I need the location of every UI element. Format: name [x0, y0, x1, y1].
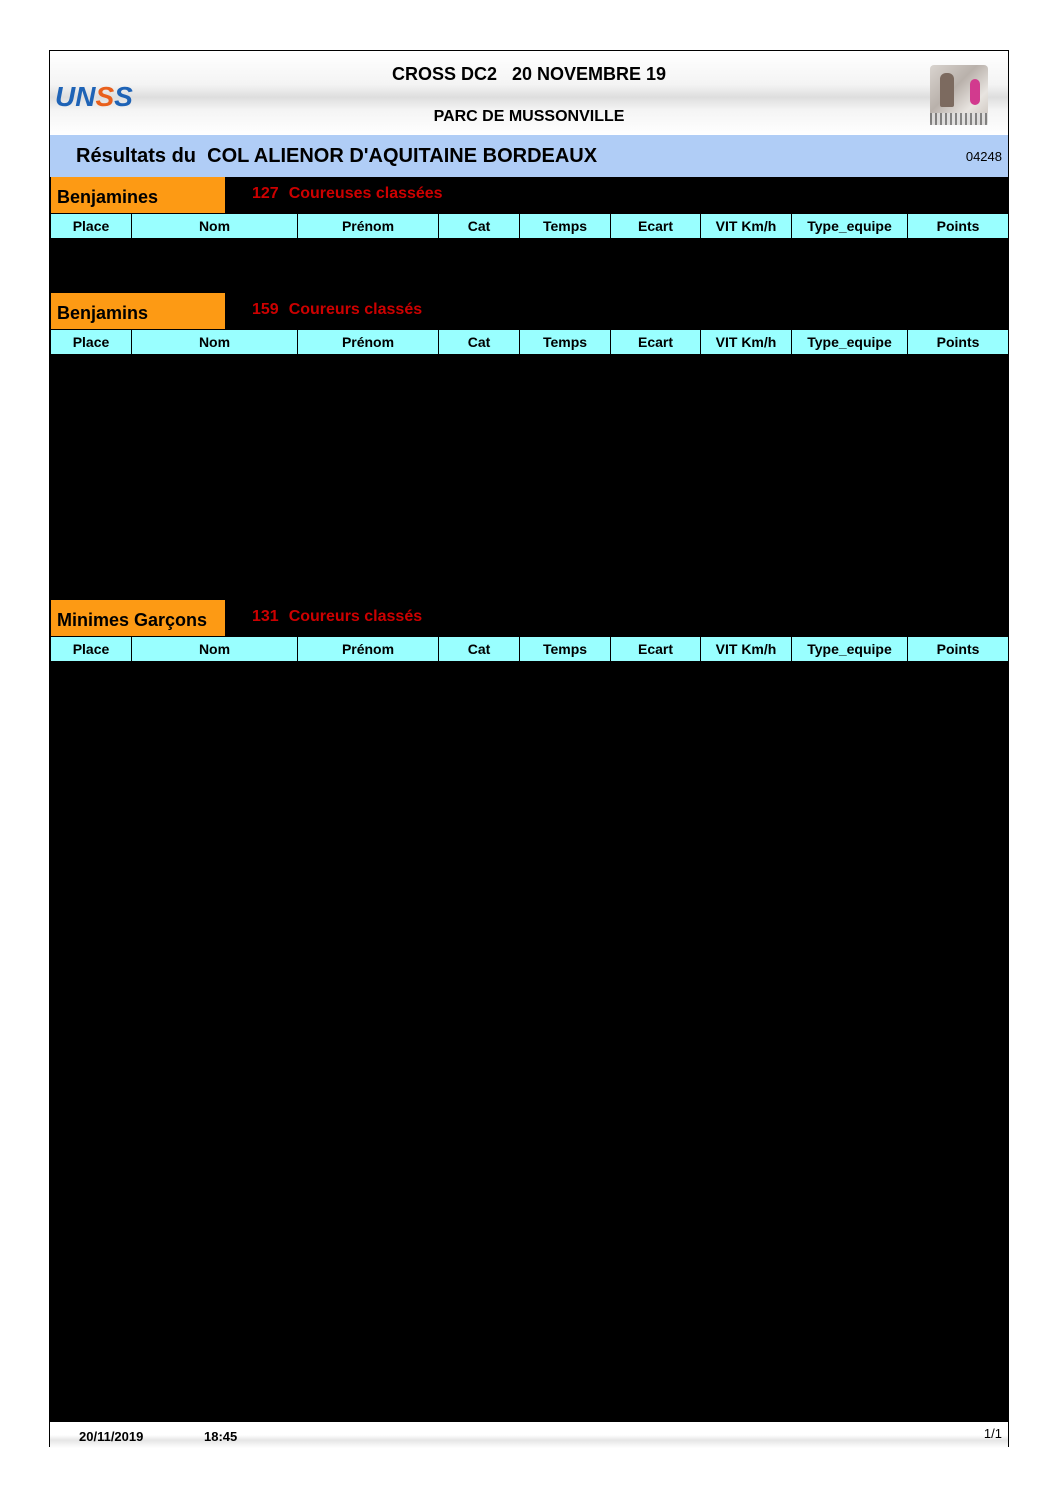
col-place: Place: [51, 637, 131, 661]
col-temps: Temps: [520, 637, 610, 661]
footer-date: 20/11/2019: [79, 1429, 144, 1444]
category-label: Minimes Garçons: [51, 600, 225, 636]
venue-title: PARC DE MUSSONVILLE: [433, 108, 625, 125]
col-prenom: Prénom: [298, 214, 438, 238]
runner-count-label: Coureurs classés: [288, 608, 423, 625]
col-points: Points: [908, 637, 1008, 661]
column-header-row: [51, 213, 1008, 239]
col-vit: VIT Km/h: [701, 214, 791, 238]
col-points: Points: [908, 330, 1008, 354]
col-ecart: Ecart: [611, 330, 700, 354]
runner-count-number: 127: [252, 185, 279, 202]
col-vit: VIT Km/h: [701, 330, 791, 354]
col-cat: Cat: [439, 330, 519, 354]
category-label: Benjamins: [51, 293, 225, 329]
results-page: [49, 50, 1009, 1447]
runner-count: [252, 608, 422, 626]
col-temps: Temps: [520, 330, 610, 354]
col-place: Place: [51, 214, 131, 238]
results-area: [50, 177, 1008, 1422]
page-footer: [50, 1422, 1008, 1448]
col-ecart: Ecart: [611, 637, 700, 661]
col-type-equipe: Type_equipe: [792, 214, 907, 238]
col-type-equipe: Type_equipe: [792, 330, 907, 354]
unss-logo: UNSS: [55, 81, 133, 112]
col-nom: Nom: [132, 214, 297, 238]
club-title: Résultats du COL ALIENOR D'AQUITAINE BORDEAUX: [76, 145, 598, 167]
page-header: [50, 51, 1008, 135]
runner-count-label: Coureurs classés: [288, 301, 423, 318]
col-points: Points: [908, 214, 1008, 238]
col-cat: Cat: [439, 637, 519, 661]
col-ecart: Ecart: [611, 214, 700, 238]
col-place: Place: [51, 330, 131, 354]
col-prenom: Prénom: [298, 637, 438, 661]
col-prenom: Prénom: [298, 330, 438, 354]
event-title: CROSS DC2 20 NOVEMBRE 19: [391, 64, 667, 84]
col-vit: VIT Km/h: [701, 637, 791, 661]
page-number: 1/1: [983, 1426, 1002, 1441]
category-label: Benjamines: [51, 177, 225, 213]
runners-photo-icon: [930, 65, 988, 125]
runner-count-number: 159: [252, 301, 279, 318]
club-bar: [50, 135, 1008, 177]
runner-count: [252, 185, 443, 203]
col-type-equipe: Type_equipe: [792, 637, 907, 661]
footer-time: 18:45: [204, 1429, 238, 1444]
runner-count-number: 131: [252, 608, 279, 625]
runner-count-label: Coureuses classées: [288, 185, 443, 202]
runner-count: [252, 301, 422, 319]
column-header-row: [51, 329, 1008, 355]
column-header-row: [51, 636, 1008, 662]
col-temps: Temps: [520, 214, 610, 238]
club-code: 04248: [965, 149, 1002, 164]
col-nom: Nom: [132, 637, 297, 661]
col-nom: Nom: [132, 330, 297, 354]
col-cat: Cat: [439, 214, 519, 238]
